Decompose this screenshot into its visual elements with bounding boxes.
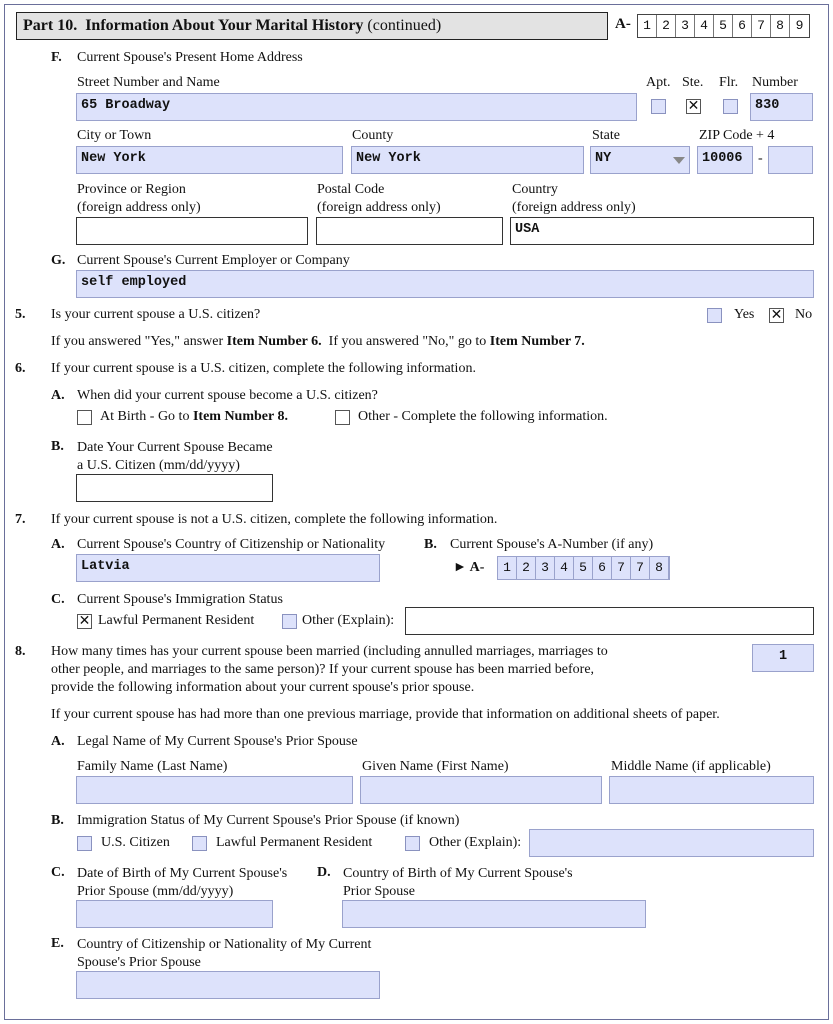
a-number-digit: 4 (695, 15, 714, 37)
employer-field[interactable]: self employed (76, 270, 814, 298)
yes-label: Yes (734, 307, 755, 322)
spouse-a-number-digit: 7 (612, 557, 631, 579)
item-7c-letter: C. (51, 592, 65, 607)
country-field[interactable]: USA (510, 217, 814, 245)
prior-other-field[interactable] (529, 829, 814, 857)
postal-code-field[interactable] (316, 217, 503, 245)
at-birth-label: At Birth - Go to Item Number 8. (100, 409, 288, 424)
item-6b-letter: B. (51, 439, 64, 454)
lpr-label: Lawful Permanent Resident (98, 613, 255, 628)
other-status-label: Other (Explain): (302, 613, 395, 628)
no-label: No (795, 307, 813, 322)
spouse-a-number-digit: 3 (536, 557, 555, 579)
a-number-digit: 5 (714, 15, 733, 37)
zip4-field[interactable] (768, 146, 813, 174)
item-8-number: 8. (15, 644, 26, 659)
apt-label: Apt. (646, 75, 671, 90)
state-label: State (592, 128, 620, 143)
item-f-label: Current Spouse's Present Home Address (77, 50, 303, 65)
province-label: Province or Region (foreign address only) (77, 182, 201, 215)
item-8e-letter: E. (51, 936, 64, 951)
street-field[interactable]: 65 Broadway (76, 93, 637, 121)
street-label: Street Number and Name (77, 75, 220, 90)
province-field[interactable] (76, 217, 308, 245)
item-8c-label: Date of Birth of My Current Spouse's Prior Spouse (mm/dd/yyyy) (77, 866, 288, 899)
item-8d-letter: D. (317, 865, 331, 880)
spouse-a-number-digit: 5 (574, 557, 593, 579)
times-married-field[interactable]: 1 (752, 644, 814, 672)
item-7c-label: Current Spouse's Immigration Status (77, 592, 283, 607)
item-5-instructions: If you answered "Yes," answer Item Number 6. If you answered "No," go to Item Number 7. (51, 334, 585, 349)
item-7a-letter: A. (51, 537, 65, 552)
prior-citizen-label: U.S. Citizen (101, 835, 170, 850)
citizenship-country-field[interactable]: Latvia (76, 554, 380, 582)
part-title: Part 10. Information About Your Marital History (continued) (23, 17, 442, 34)
prior-lpr-checkbox[interactable] (192, 836, 207, 851)
dropdown-arrow-icon (673, 157, 685, 164)
item-7a-label: Current Spouse's Country of Citizenship or Nationality (77, 537, 386, 552)
middle-name-label: Middle Name (if applicable) (611, 759, 771, 774)
citizen-date-field[interactable] (76, 474, 273, 502)
spouse-a-number-field[interactable] (497, 556, 670, 580)
spouse-a-number-prefix: ► A- (453, 560, 485, 575)
a-number-digit: 6 (733, 15, 752, 37)
item-8c-letter: C. (51, 865, 65, 880)
spouse-a-number-digit: 8 (650, 557, 669, 579)
item-6-text: If your current spouse is a U.S. citizen, complete the following information. (51, 361, 476, 376)
city-field[interactable]: New York (76, 146, 343, 174)
prior-citizenship-field[interactable] (76, 971, 380, 999)
item-7-number: 7. (15, 512, 26, 527)
flr-checkbox[interactable] (723, 99, 738, 114)
item-6a-label: When did your current spouse become a U.S. citizen? (77, 388, 378, 403)
other-citizen-label: Other - Complete the following information. (358, 409, 608, 424)
number-label: Number (752, 75, 798, 90)
prior-middle-name-field[interactable] (609, 776, 814, 804)
item-7b-label: Current Spouse's A-Number (if any) (450, 537, 654, 552)
citizen-yes-checkbox[interactable] (707, 308, 722, 323)
a-number-digit: 7 (752, 15, 771, 37)
flr-label: Flr. (719, 75, 739, 90)
prior-dob-field[interactable] (76, 900, 273, 928)
a-number-digit: 3 (676, 15, 695, 37)
prior-lpr-label: Lawful Permanent Resident (216, 835, 373, 850)
a-number-digit: 8 (771, 15, 790, 37)
item-8-note: If your current spouse has had more than one previous marriage, provide that information on additional sheets of paper. (51, 707, 720, 722)
a-number-header (637, 14, 810, 38)
item-6a-letter: A. (51, 388, 65, 403)
item-5-number: 5. (15, 307, 26, 322)
item-7-text: If your current spouse is not a U.S. citizen, complete the following information. (51, 512, 498, 527)
apt-number-field[interactable]: 830 (750, 93, 813, 121)
zip-field[interactable]: 10006 (697, 146, 753, 174)
state-select[interactable]: NY (590, 146, 690, 174)
ste-checkbox[interactable]: ✕ (687, 98, 700, 114)
prior-other-checkbox[interactable] (405, 836, 420, 851)
item-6-number: 6. (15, 361, 26, 376)
country-label: Country (foreign address only) (512, 182, 636, 215)
spouse-a-number-digit: 2 (517, 557, 536, 579)
given-name-label: Given Name (First Name) (362, 759, 509, 774)
item-8e-label: Country of Citizenship or Nationality of My Current Spouse's Prior Spouse (77, 937, 372, 970)
city-label: City or Town (77, 128, 152, 143)
at-birth-checkbox[interactable] (77, 410, 92, 425)
a-number-digit: 2 (657, 15, 676, 37)
item-g-letter: G. (51, 253, 66, 268)
prior-birth-country-field[interactable] (342, 900, 646, 928)
item-8a-letter: A. (51, 734, 65, 749)
apt-checkbox[interactable] (651, 99, 666, 114)
prior-given-name-field[interactable] (360, 776, 602, 804)
a-number-digit: 1 (638, 15, 657, 37)
item-g-label: Current Spouse's Current Employer or Company (77, 253, 350, 268)
a-number-digit: 9 (795, 18, 804, 33)
other-citizen-checkbox[interactable] (335, 410, 350, 425)
other-status-field[interactable] (405, 607, 814, 635)
item-5-question: Is your current spouse a U.S. citizen? (51, 307, 261, 322)
prior-family-name-field[interactable] (76, 776, 353, 804)
spouse-a-number-digit: 7 (631, 557, 650, 579)
other-status-checkbox[interactable] (282, 614, 297, 629)
item-8b-label: Immigration Status of My Current Spouse's Prior Spouse (if known) (77, 813, 460, 828)
item-6b-label: Date Your Current Spouse Became a U.S. Citizen (mm/dd/yyyy) (77, 440, 273, 473)
prior-citizen-checkbox[interactable] (77, 836, 92, 851)
item-8-question: How many times has your current spouse been married (including annulled marriages, marriages to other people, and marriages to the same person)? If your current spouse has been married before, provide the following information about your current spouse's prior spouse. (51, 644, 608, 695)
item-8a-label: Legal Name of My Current Spouse's Prior Spouse (77, 734, 358, 749)
lpr-checkbox[interactable]: ✕ (78, 613, 91, 629)
spouse-a-number-digit: 6 (593, 557, 612, 579)
citizen-no-checkbox[interactable]: ✕ (770, 307, 783, 323)
a-number-prefix: A- (615, 16, 631, 32)
ste-label: Ste. (682, 75, 704, 90)
prior-other-label: Other (Explain): (429, 835, 522, 850)
county-field[interactable]: New York (351, 146, 584, 174)
spouse-a-number-digit: 1 (498, 557, 517, 579)
postal-label: Postal Code (foreign address only) (317, 182, 441, 215)
family-name-label: Family Name (Last Name) (77, 759, 228, 774)
item-f-letter: F. (51, 50, 62, 65)
spouse-a-number-digit: 4 (555, 557, 574, 579)
zip-dash: - (758, 151, 763, 166)
part-header (16, 12, 608, 40)
item-8d-label: Country of Birth of My Current Spouse's Prior Spouse (343, 866, 573, 899)
county-label: County (352, 128, 394, 143)
zip-label: ZIP Code + 4 (699, 128, 775, 143)
item-8b-letter: B. (51, 813, 64, 828)
item-7b-letter: B. (424, 537, 437, 552)
